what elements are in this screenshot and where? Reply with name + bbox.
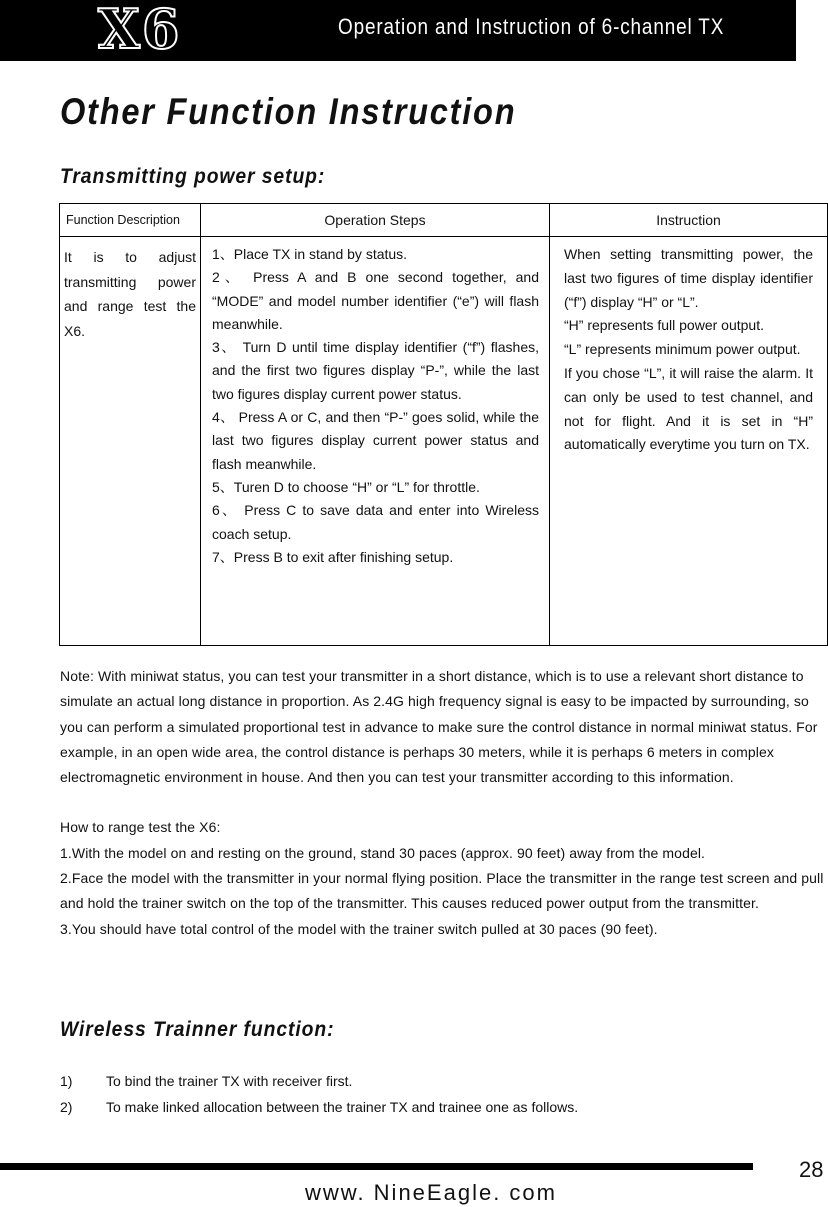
range-test-title: How to range test the X6: [60,819,221,836]
step-2: 2、 Press A and B one second together, and “MODE” and model number identifier (“e”) will flash meanwhile. [212,269,539,332]
list-item-text: To make linked allocation between the trainer TX and trainee one as follows. [106,1099,579,1115]
instruction-paragraph: “L” represents minimum power output. [564,341,801,358]
range-test-step: 2.Face the model with the transmitter in your normal flying position. Place the transmitter in the range test screen and pull and hold the trainer switch on the top of the transmitter. This causes reduced power output from the transmitter. [60,870,824,912]
step-6: 6、 Press C to save data and enter into Wireless coach setup. [212,502,539,542]
instruction-paragraph: When setting transmitting power, the last two figures of time display identifier (“f”) display “H” or “L”. [564,246,813,310]
wireless-trainer-list [60,1068,578,1120]
function-description-cell: It is to adjust transmitting power and range test the X6. [60,237,201,646]
section-title-transmitting-power: Transmitting power setup: [60,165,326,188]
table-row [60,237,828,646]
note-text: Note: With miniwat status, you can test your transmitter in a short distance, which is to use a relevant short distance to simulate an actual long distance in proportion. As 2.4G high frequency signal is easy to be impacted by surrounding, so you can perform a simulated proportional test in advance to make sure the control distance in normal miniwat status. For example, in an open wide area, the control distance is perhaps 30 meters, while it is perhaps 6 meters in complex electromagnetic environment in house. And then you can test your transmitter according to this information. [60,668,818,786]
header-title: Operation and Instruction of 6-channel TX [338,14,725,39]
x6-logo: X6 [98,0,182,61]
list-item [60,1094,578,1120]
operation-steps-cell [201,237,550,646]
footer-url: www. NineEagle. com [305,1180,557,1205]
page-title: Other Function Instruction [60,91,517,132]
range-test-step: 1.With the model on and resting on the ground, stand 30 paces (approx. 90 feet) away from the model. [60,844,706,861]
step-7: 7、Press B to exit after finishing setup. [212,548,454,565]
header-function-description: Function Description [60,204,201,237]
power-setup-table [59,203,828,646]
step-3: 3、 Turn D until time display identifier (“f”) flashes, and the first two figures display “P-”, while the last two figures display current power status. [212,339,539,402]
note-block [60,664,828,942]
table-header-row [60,204,828,237]
list-item-number: 2) [60,1099,73,1115]
list-item-number: 1) [60,1073,73,1089]
step-5: 5、Turen D to choose “H” or “L” for throttle. [212,478,480,495]
step-4: 4、 Press A or C, and then “P-” goes solid, while the last two figures display current power status and flash meanwhile. [212,409,539,472]
footer-rule [0,1163,753,1170]
section-title-wireless-trainer: Wireless Trainner function: [60,1018,335,1041]
instruction-paragraph: If you chose “L”, it will raise the alarm. It can only be used to test channel, and not for flight. And it is set in “H” automatically everytime you turn on TX. [564,364,813,453]
header-operation-steps: Operation Steps [201,204,550,237]
header-instruction: Instruction [550,204,828,237]
range-test-step: 3.You should have total control of the model with the trainer switch pulled at 30 paces (90 feet). [60,920,658,937]
page-number: 28 [799,1157,824,1182]
list-item [60,1068,578,1094]
instruction-cell [550,237,828,646]
step-1: 1、Place TX in stand by status. [212,246,408,262]
instruction-paragraph: “H” represents full power output. [564,317,764,334]
list-item-text: To bind the trainer TX with receiver first. [106,1073,353,1089]
